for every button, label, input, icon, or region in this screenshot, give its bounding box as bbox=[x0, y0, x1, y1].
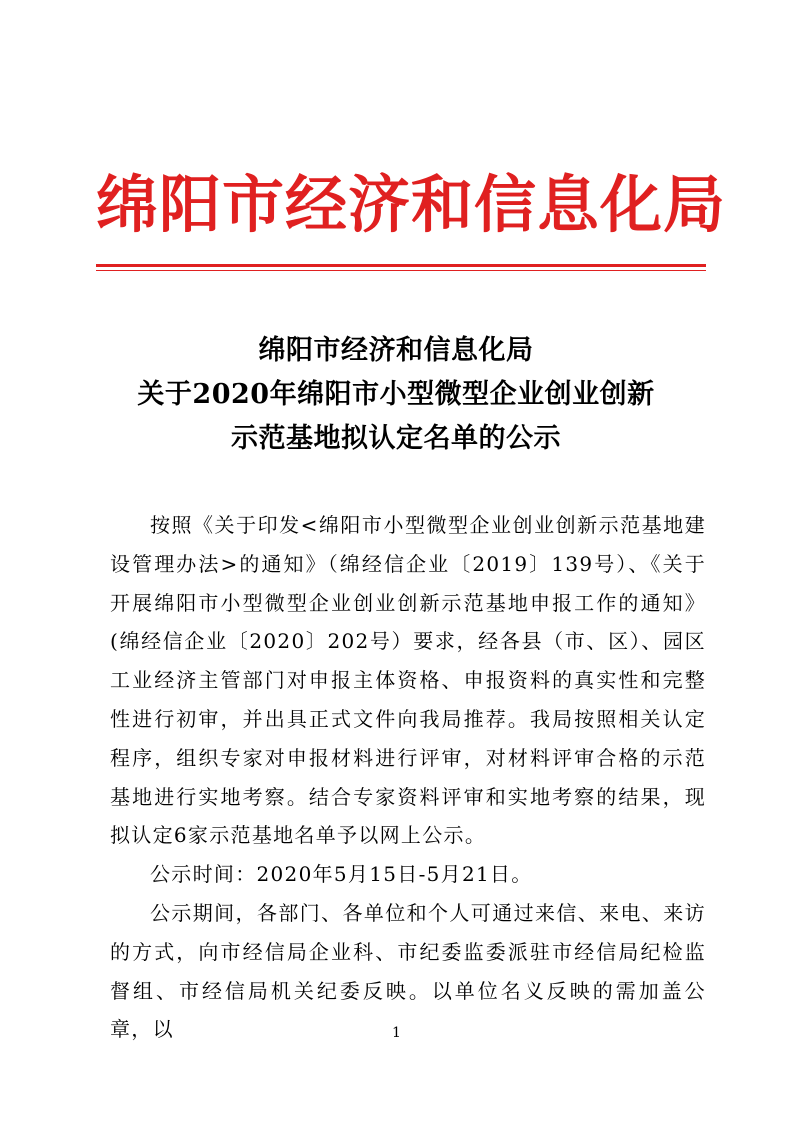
masthead-org-name: 绵阳市经济和信息化局 bbox=[96, 168, 727, 241]
page-number: 1 bbox=[392, 1025, 401, 1041]
masthead-rule-thick bbox=[96, 264, 706, 267]
title-line-3: 示范基地拟认定名单的公示 bbox=[231, 423, 561, 454]
document-title bbox=[96, 329, 696, 461]
document-body bbox=[110, 506, 706, 1049]
body-paragraph-2: 公示时间：2020年5月15日-5月21日。 bbox=[150, 862, 533, 887]
title-line-1: 绵阳市经济和信息化局 bbox=[258, 335, 534, 366]
body-paragraph-1: 按照《关于印发<绵阳市小型微型企业创业创新示范基地建设管理办法>的通知》（绵经信企业〔2019〕139号）、《关于开展绵阳市小型微型企业创业创新示范基地申报工作的通知》(绵经信企业〔2020〕202号）要求，经各县（市、区）、园区工业经济主管部门对申报主体资格、申报资料的真实性和完整性进行初审，并出具正式文件向我局推荐。我局按照相关认定程序，组织专家对申报材料进行评审，对材料评审合格的示范基地进行实地考察。结合专家资料评审和实地考察的结果，现拟认定6家示范基地名单予以网上公示。 bbox=[110, 513, 706, 848]
masthead-rule-thin bbox=[96, 270, 706, 271]
body-paragraph-3: 公示期间，各部门、各单位和个人可通过来信、来电、来访的方式，向市经信局企业科、市纪委监委派驻市经信局纪检监督组、市经信局机关纪委反映。以单位名义反映的需加盖公章，以 bbox=[110, 900, 706, 1042]
title-line-2: 关于2020年绵阳市小型微型企业创业创新 bbox=[137, 379, 655, 410]
